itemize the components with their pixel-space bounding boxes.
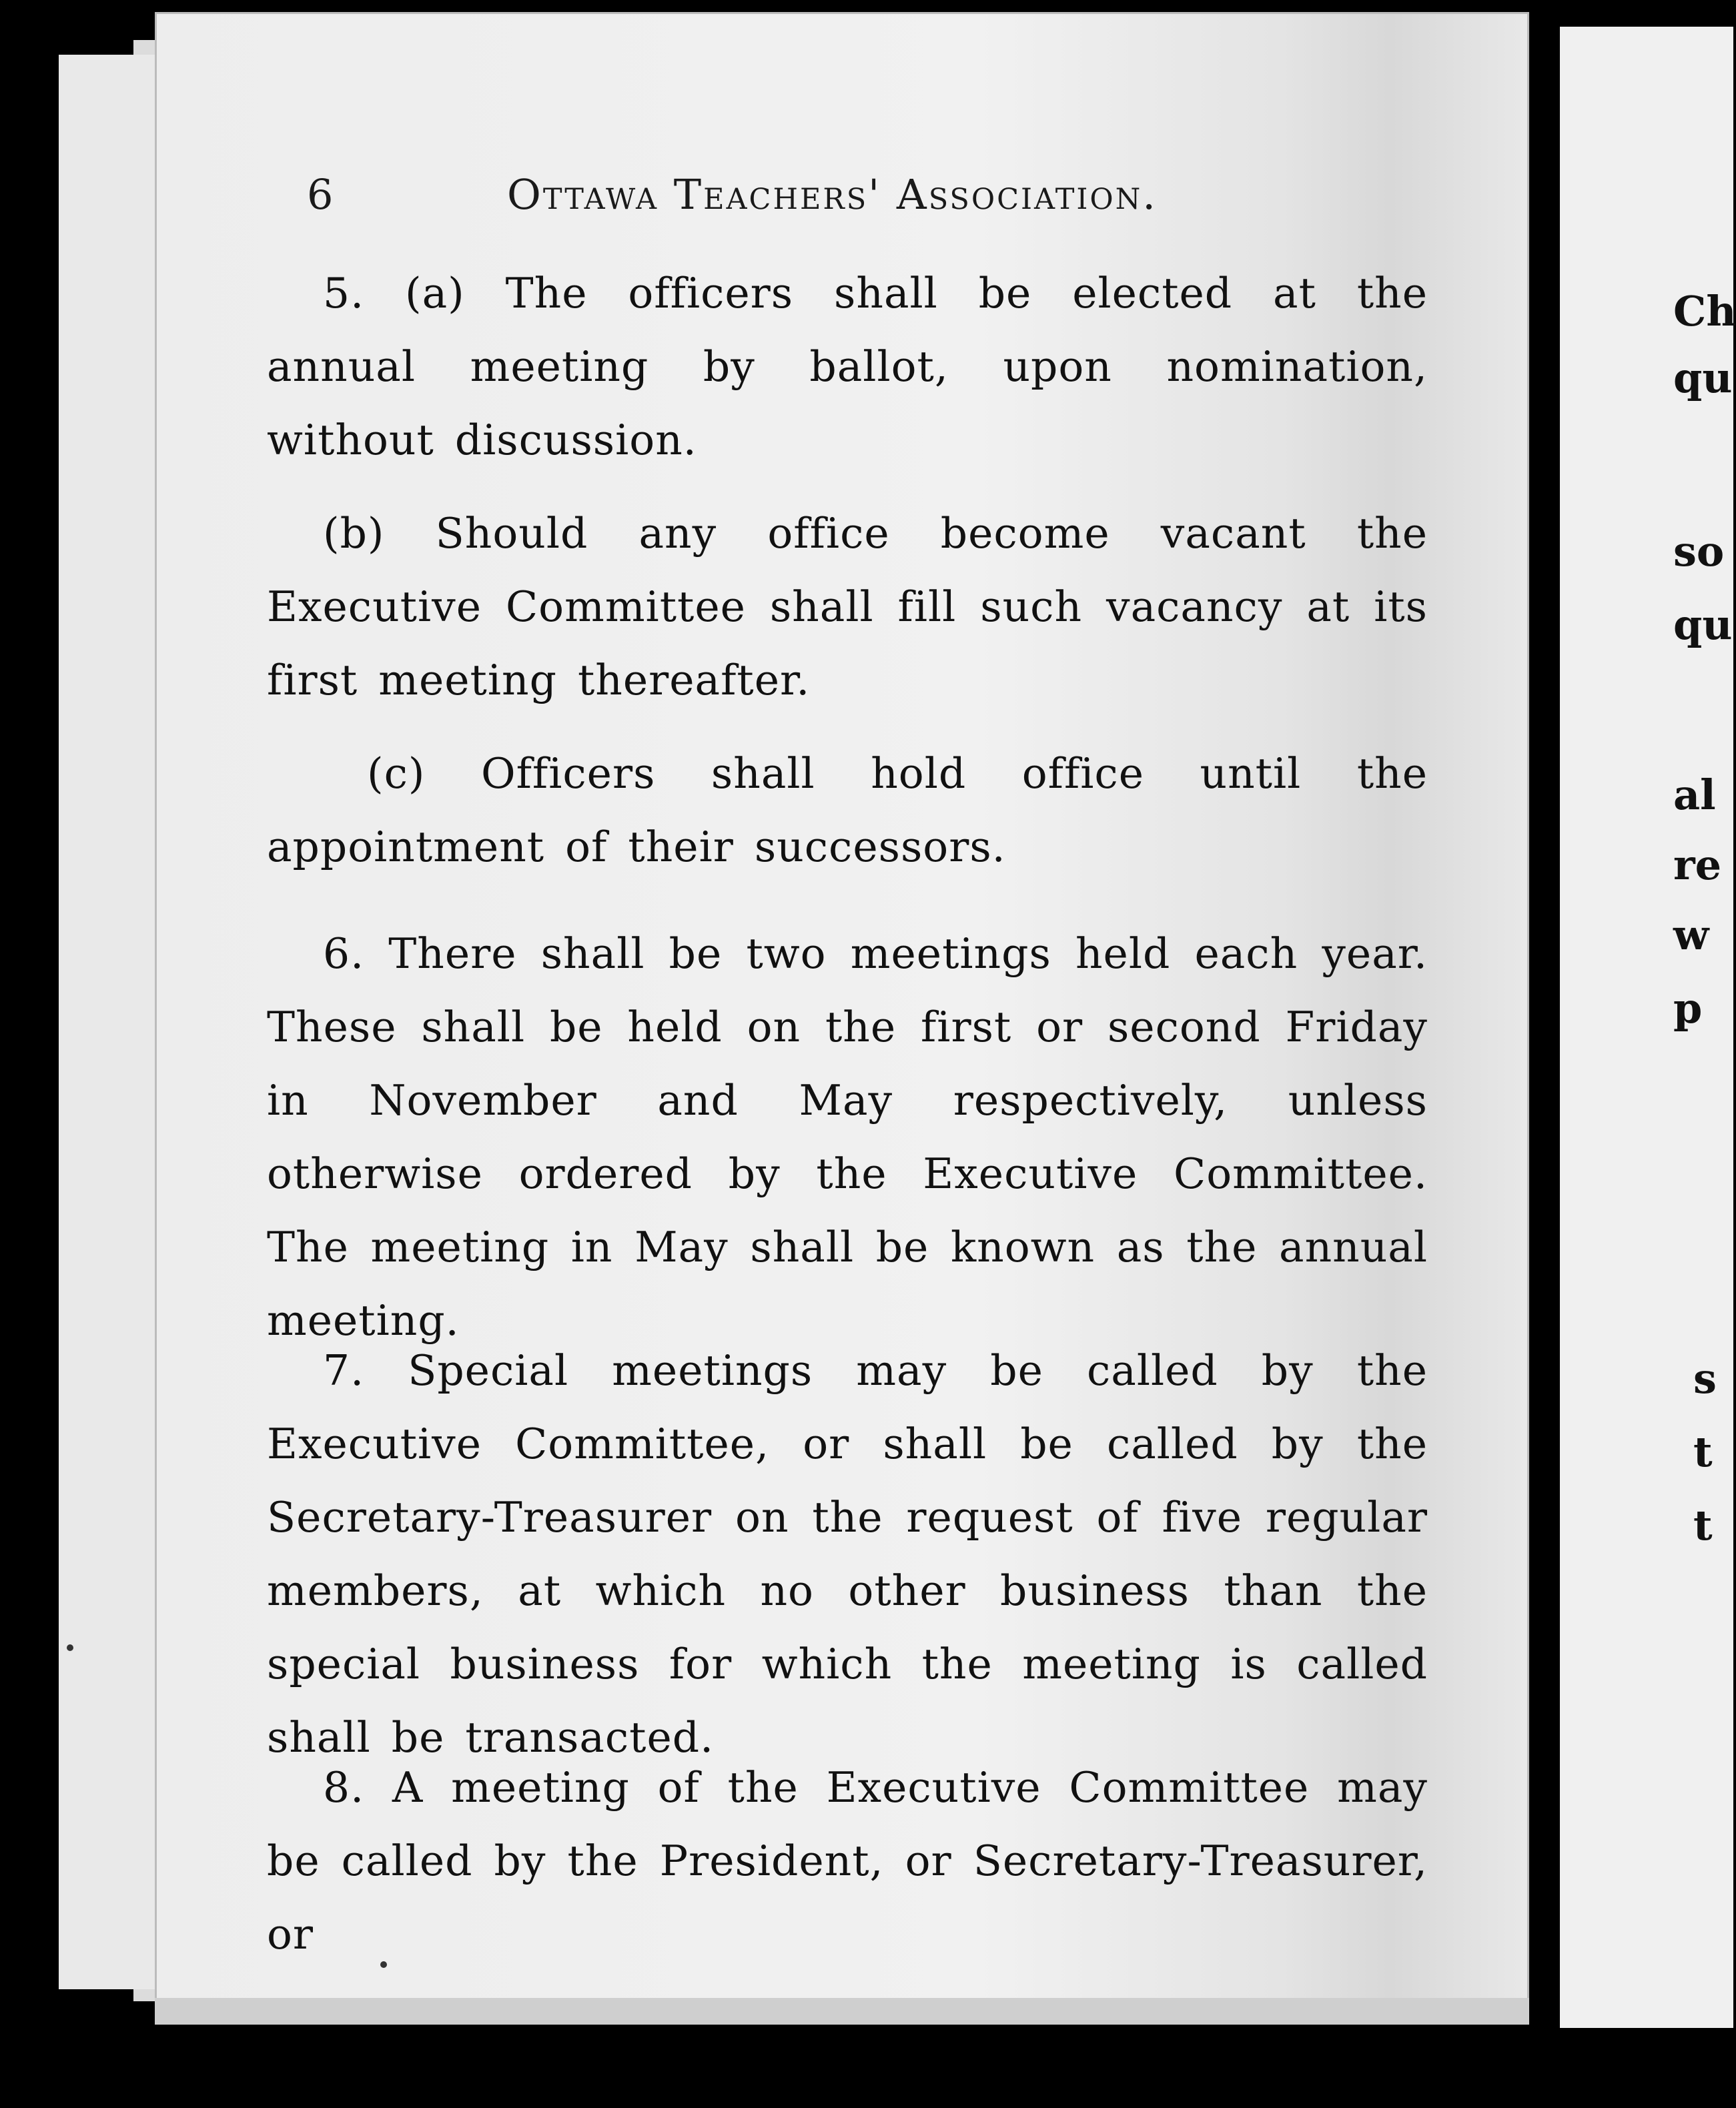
next-page-text: Ch — [1673, 287, 1736, 336]
section-6 — [267, 917, 1428, 1358]
page-bottom-edge — [155, 1998, 1529, 2025]
next-page-text: qu — [1673, 354, 1733, 402]
section-5c — [267, 737, 1428, 884]
next-page-text: t — [1693, 1501, 1713, 1550]
section-5b-text: (b) Should any office become vacant the Executive Committee shall fill such vacancy at its first meeting thereafter. — [267, 509, 1428, 704]
next-page-text: so — [1673, 527, 1725, 576]
section-6-text: 6. There shall be two meetings held each year. These shall be held on the first or second Friday in November and May respectively, unless otherwise ordered by the Executive Committee. The meeting in May shall be known as the annual meeting. — [267, 929, 1428, 1345]
next-page-text: re — [1673, 841, 1722, 889]
section-8 — [267, 1751, 1428, 1971]
next-page-text: al — [1673, 770, 1716, 819]
next-page-text: p — [1673, 984, 1703, 1033]
next-page-text: w — [1673, 911, 1709, 959]
section-5b — [267, 497, 1428, 717]
margin-speck — [67, 1644, 73, 1651]
section-5a-text: 5. (a) The officers shall be elected at the annual meeting by ballot, upon nomination, without discussion. — [267, 269, 1428, 464]
section-5a — [267, 257, 1428, 477]
page-number: 6 — [307, 170, 336, 219]
margin-speck — [380, 1961, 387, 1968]
section-5c-text: (c) Officers shall hold office until the appointment of their successors. — [267, 749, 1428, 871]
running-title: Ottawa Teachers' Association. — [507, 170, 1158, 219]
next-page-text: s — [1693, 1354, 1717, 1403]
next-page-text: qu — [1673, 600, 1733, 649]
next-page-text: t — [1693, 1428, 1713, 1476]
section-7 — [267, 1334, 1428, 1774]
next-page-fragment — [1560, 27, 1736, 2028]
section-8-text: 8. A meeting of the Executive Committee may be called by the President, or Secretary-Treasurer, or — [267, 1763, 1428, 1959]
section-7-text: 7. Special meetings may be called by the Executive Committee, or shall be called by the Secretary-Treasurer on the request of five regular members, at which no other business than the special business for which the meeting is called shall be transacted. — [267, 1346, 1428, 1762]
